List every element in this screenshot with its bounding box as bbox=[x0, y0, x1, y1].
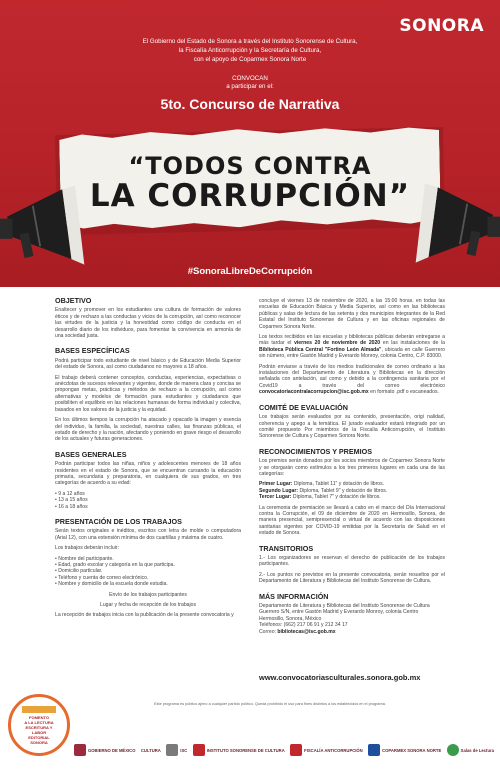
envio-sub: Lugar y fecha de recepción de los trabajos bbox=[100, 602, 196, 609]
section-heading-transitorios: TRANSITORIOS bbox=[259, 543, 314, 553]
legal-disclaimer: Este programa es público ajeno a cualquier partido político. Queda prohibido el uso para fines distintos a los establecidos en el programa. bbox=[154, 702, 386, 706]
left-column bbox=[55, 298, 241, 623]
fiscalia-icon bbox=[290, 744, 302, 756]
book-icon bbox=[22, 706, 56, 713]
presentacion-text: Serán textos originales e inéditos, escritos con letra de molde o computadora (Arial 12), con una extensión mínima de dos cuartillas y máxima de cuatro. bbox=[55, 528, 241, 541]
list-item: • Nombre del participante. bbox=[55, 555, 114, 562]
sponsor-gobierno-mexico: GOBIERNO DE MÉXICO bbox=[74, 744, 135, 756]
contest-email-link[interactable]: convocatoriacontralacorrupcion@isc.gob.mx bbox=[259, 389, 369, 396]
hero-banner bbox=[0, 0, 500, 287]
list-item: • Nombre y domicilio de la escuela donde estudia. bbox=[55, 581, 168, 588]
section-heading-objetivo: OBJETIVO bbox=[55, 296, 92, 305]
convocan-block bbox=[150, 75, 350, 91]
sponsor-fiscalia: FISCALÍA ANTICORRUPCIÓN bbox=[290, 744, 363, 756]
sponsor-coparmex: COPARMEX SONORA NORTE bbox=[368, 744, 441, 756]
isc-red-icon bbox=[193, 744, 205, 756]
title-line-2: LA CORRUPCIÓN” bbox=[89, 178, 411, 214]
hashtag: #SonoraLibreDeCorrupción bbox=[187, 266, 313, 277]
list-item: • 13 a 15 años bbox=[55, 497, 88, 504]
convocan-label: CONVOCAN bbox=[232, 75, 268, 82]
section-heading-presentacion: PRESENTACIÓN DE LOS TRABAJOS bbox=[55, 516, 182, 526]
premios-text: Los premios serán donados por los socios miembros de Coparmex Sonora Norte y se otorgarán como estímulos a los tres primeros lugares en cada una de las categorías: bbox=[259, 458, 445, 477]
intro-line: la Fiscalía Anticorrupción y la Secretaría de Cultura, bbox=[178, 47, 322, 54]
section-heading-bases-generales: BASES GENERALES bbox=[55, 449, 127, 459]
list-item: • 9 a 12 años bbox=[55, 490, 85, 497]
info-email-link[interactable]: bibliotecas@isc.gob.mx bbox=[277, 628, 336, 635]
comite-text: Los trabajos serán evaluados por su contenido, presentación, origi nalidad, coherencia y apego a la temática. El jurado evaluador estará integrado por un comité propuesto Por miembros de la Fiscalía Anticorrupción, el Instituto Sonorense de Cultura y Coparmex Sonora Norte. bbox=[259, 414, 445, 440]
bases-especificas-text: En los últimos tiempos la corrupción ha atacado y opacado la imagen y esencia del individuo, la familia, la sociedad, nuestras calles, las finanzas públicas, el estado de derecho y la nación, afectando y poniendo en grave riesgo el desarrollo de los actuales y futuras generaciones. bbox=[55, 417, 241, 443]
right-column bbox=[259, 298, 445, 639]
list-item: • Domicilio particular. bbox=[55, 568, 103, 575]
website-link[interactable]: www.convocatoriasculturales.sonora.gob.mx bbox=[259, 673, 421, 682]
transitorio-1: 1.- Los organizadores se reservan el derecho de publicación de los trabajos participantes. bbox=[259, 555, 445, 568]
megaphone-right-icon bbox=[412, 178, 500, 270]
isc-icon bbox=[166, 744, 178, 756]
convocan-sub: a participar en el: bbox=[226, 83, 274, 90]
sponsor-salas-lectura: Salas de Lectura bbox=[447, 744, 494, 756]
entrega-text: Los textos recibidos en las escuelas y bibliotecas públicas deberán entregarse a más tardar el viernes 20 de noviembre de 2020 en las instalaciones de la Biblioteca Pública Central "Fortino León Almada", ubicada en calle Guerrero sin número, entre Gastón Madrid y Everardo Monroy, colonia Centro, C.P. 83000. bbox=[259, 334, 446, 360]
body-columns bbox=[55, 298, 445, 668]
section-heading-bases-especificas: BASES ESPECÍFICAS bbox=[55, 346, 130, 356]
sponsor-cultura: CULTURA bbox=[140, 747, 161, 753]
intro-line: con el apoyo de Coparmex Sonora Norte bbox=[193, 56, 307, 63]
bases-especificas-text: El trabajo deberá contener conceptos, conductas, experiencias, expectativas o anécdotas de sucesos relevantes y vigentes, donde de manera clara y concisa se propongan metas, prácticas y métodos de rechazo a la corrupción, así como alternativas y modelos de formación para estudiantes y ciudadanos que posibiliten el equilibrio en las relaciones humanas de forma individual y colectiva, basados en los valores de la justicia y la equidad. bbox=[55, 374, 241, 413]
presentacion-text: Los trabajos deberán incluir: bbox=[55, 545, 119, 552]
list-item: • Edad, grado escolar y categoría en la que participa. bbox=[55, 562, 175, 568]
intro-line: El Gobierno del Estado de Sonora a través del Instituto Sonorense de Cultura, bbox=[142, 38, 358, 45]
sponsor-logos bbox=[74, 738, 494, 762]
list-item: • 16 a 18 años bbox=[55, 503, 88, 510]
bases-generales-text: Podrán participar todos las niñas, niños y adolescentes menores de 18 años residentes en el estado de Sonora, que se encuentran cursando la educación primaria, secundaria y preparatoria, en cualquiera de sus grados, en tres categorías de acuerdo a su edad: bbox=[55, 461, 241, 487]
ceremonia-text: La ceremonia de premiación se llevará a cabo en el marco del Día Internacional contra la Corrupción, el 09 de diciembre de 2020 en Hermosillo, Sonora, de manera presencial, semipresencial o virtual de acuerdo con las disposiciones sanitarias vigentes por COVID-19 emitidas por la Secretaría de Salud en el estado de Sonora. bbox=[259, 504, 445, 537]
envio-heading: Envío de los trabajos participantes bbox=[109, 591, 187, 598]
prize-list: Primer Lugar: Diploma, Tablet 11" y dotación de libros. Segundo Lugar: Diploma, Tablet 9" y dotación de libros. Tercer Lugar: Diploma, Tablet 7" y dotación de libros. bbox=[259, 481, 388, 501]
sonora-logo: SONORA bbox=[399, 16, 484, 36]
section-heading-comite: COMITÉ DE EVALUACIÓN bbox=[259, 402, 348, 412]
list-item: • Teléfono y cuenta de correo electrónico. bbox=[55, 574, 149, 581]
contact-info: Departamento de Literatura y Bibliotecas del Instituto Sonorense de Cultura Guerrero S/N, entre Gastón Madrid y Everardo Monroy, colonia Centro Hermosillo, Sonora, México Teléfonos: (662) 217 06 91 y 212 34 17 Correo: bibliotecas@isc.gob.mx bbox=[259, 603, 430, 635]
bases-especificas-text: Podrá participar todo estudiante de nivel básico y de Educación Media Superior del estado de Sonora, así como ciudadanos no mayores a 18 años. bbox=[55, 357, 241, 371]
envio-correo-text: Podrán enviarse a través de los medios tradicionales de correo ordinario a las instalaciones del Departamento de Literatura y Bibliotecas en la dirección señalada con antelación, así como y debido a la contingencia sanitaria por el Covid19 a través del correo electrónico convocatoriacontralacorrupcion@isc.gob.mx en formato .pdf o escaneados. bbox=[259, 363, 445, 396]
recepcion-text: La recepción de trabajos inicia con la publicación de la presente convocatoria y bbox=[55, 612, 234, 619]
section-heading-mas-informacion: MÁS INFORMACIÓN bbox=[259, 591, 329, 601]
requirements-list bbox=[55, 556, 241, 588]
sponsor-instituto-sonorense: INSTITUTO SONORENSE DE CULTURA bbox=[193, 744, 285, 756]
recepcion-cont-text: concluye el viernes 13 de noviembre de 2020, a las 15:00 horas. en todas las escuelas de Educación Básica y Media Superior, así como en las bibliotecas públicas y salas de lectura de las setenta y dos municipios integrantes de la Red Estatal del Instituto Sonorense de Cultura y en las oficinas regionales de Coparmex Sonora Norte. bbox=[259, 298, 445, 330]
megaphone-left-icon bbox=[0, 180, 88, 272]
contest-name: 5to. Concurso de Narrativa bbox=[160, 96, 340, 112]
intro-text bbox=[60, 38, 440, 65]
section-heading-premios: RECONOCIMIENTOS Y PREMIOS bbox=[259, 446, 373, 456]
objetivo-text: Enaltecer y promover en los estudiantes una cultura de formación de valores éticos y de rechazo a las conductas y vicios de la corrupción, así como reconocer las virtudes de la justicia y la honestidad como código de conducta en el desarrollo diario de los individuos, para fomentar la convivencia en armonía de una sociedad justa. bbox=[55, 307, 241, 340]
age-categories bbox=[55, 491, 241, 510]
fomento-lectura-badge: FOMENTO A LA LECTURA ESCRITURA Y LABOR EDITORIAL SONORA bbox=[8, 694, 70, 756]
salas-lectura-icon bbox=[447, 744, 459, 756]
transitorio-2: 2.- Los puntos no previstos en la presente convocatoria, serán resueltos por el Departamento de Literatura y Bibliotecas del Instituto Sonorense de Cultura. bbox=[259, 571, 445, 585]
coparmex-icon bbox=[368, 744, 380, 756]
title-line-1: “TODOS CONTRA bbox=[128, 152, 372, 180]
eagle-icon bbox=[74, 744, 86, 756]
sponsor-isc: ISC bbox=[166, 744, 187, 756]
